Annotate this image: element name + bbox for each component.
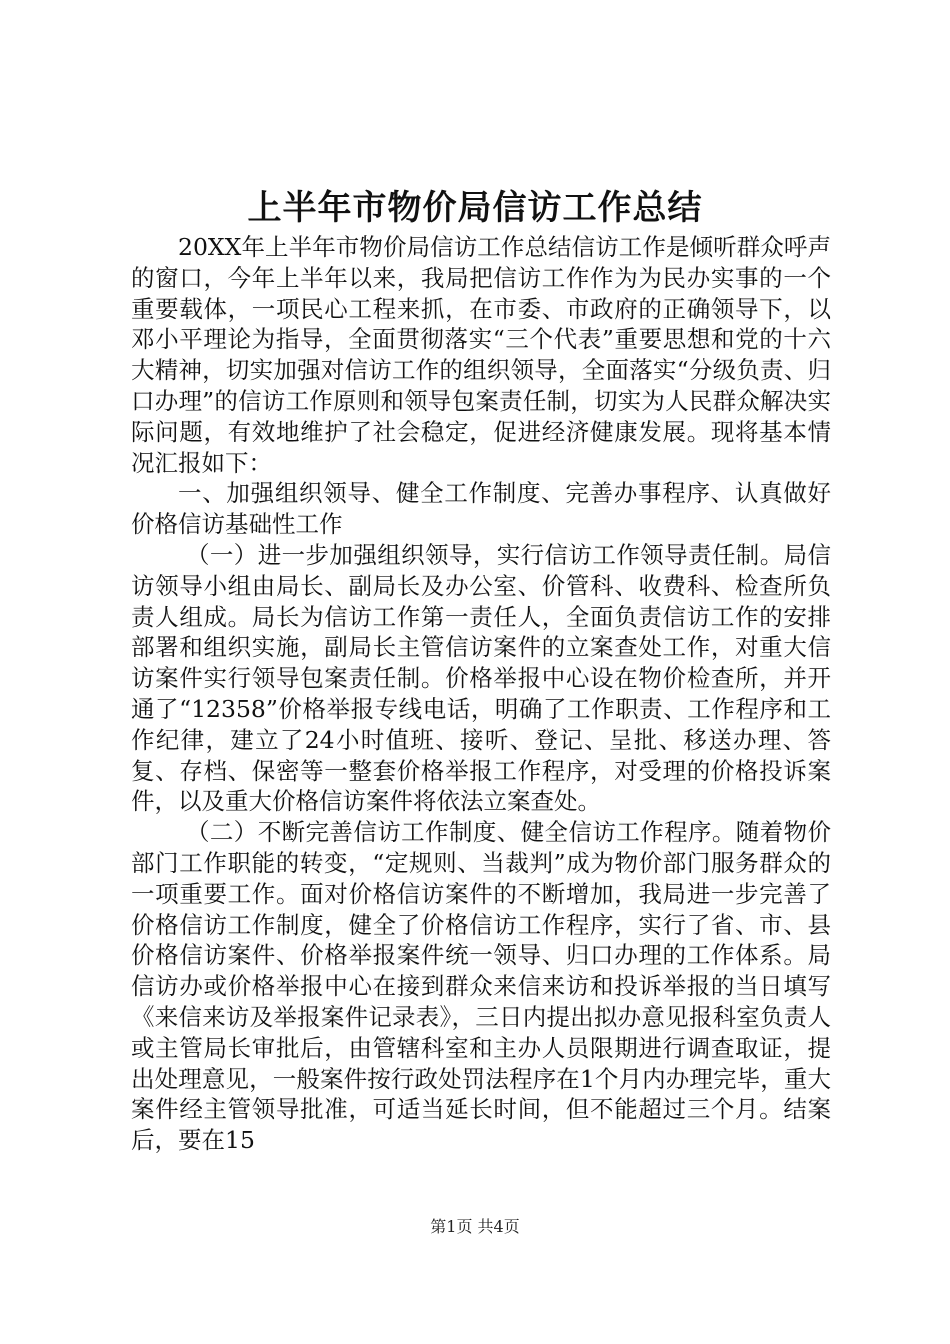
paragraph-intro: 20XX年上半年市物价局信访工作总结信访工作是倾听群众呼声的窗口，今年上半年以来，我局把信访工作作为为民办实事的一个重要载体，一项民心工程来抓，在市委、市政府的正确领导下，以邓小平理论为指导，全面贯彻落实“三个代表”重要思想和党的十六大精神，切实加强对信访工作的组织领导，全面落实“分级负责、归口办理”的信访工作原则和领导包案责任制，切实为人民群众解决实际问题，有效地维护了社会稳定，促进经济健康发展。现将基本情况汇报如下： — [131, 233, 831, 477]
paragraph-subsection-2: （二）不断完善信访工作制度、健全信访工作程序。随着物价部门工作职能的转变，“定规则、当裁判”成为物价部门服务群众的一项重要工作。面对价格信访案件的不断增加，我局进一步完善了价格信访工作制度，健全了价格信访工作程序，实行了省、市、县价格信访案件、价格举报案件统一领导、归口办理的工作体系。局信访办或价格举报中心在接到群众来信来访和投诉举报的当日填写《来信来访及举报案件记录表》，三日内提出拟办意见报科室负责人或主管局长审批后，由管辖科室和主办人员限期进行调查取证，提出处理意见，一般案件按行政处罚法程序在1个月内办理完毕，重大案件经主管领导批准，可适当延长时间，但不能超过三个月。结案后，要在15 — [131, 818, 831, 1155]
document-title: 上半年市物价局信访工作总结 — [247, 188, 703, 228]
paragraph-section-heading: 一、加强组织领导、健全工作制度、完善办事程序、认真做好价格信访基础性工作 — [131, 479, 831, 539]
page-footer: 第1页 共4页 — [430, 1217, 520, 1236]
paragraph-subsection-1: （一）进一步加强组织领导，实行信访工作领导责任制。局信访领导小组由局长、副局长及办公室、价管科、收费科、检查所负责人组成。局长为信访工作第一责任人，全面负责信访工作的安排部署和组织实施，副局长主管信访案件的立案查处工作，对重大信访案件实行领导包案责任制。价格举报中心设在物价检查所，并开通了“12358”价格举报专线电话，明确了工作职责、工作程序和工作纪律，建立了24小时值班、接听、登记、呈批、移送办理、答复、存档、保密等一整套价格举报工作程序，对受理的价格投诉案件，以及重大价格信访案件将依法立案查处。 — [131, 540, 831, 816]
document-body — [131, 232, 831, 1156]
